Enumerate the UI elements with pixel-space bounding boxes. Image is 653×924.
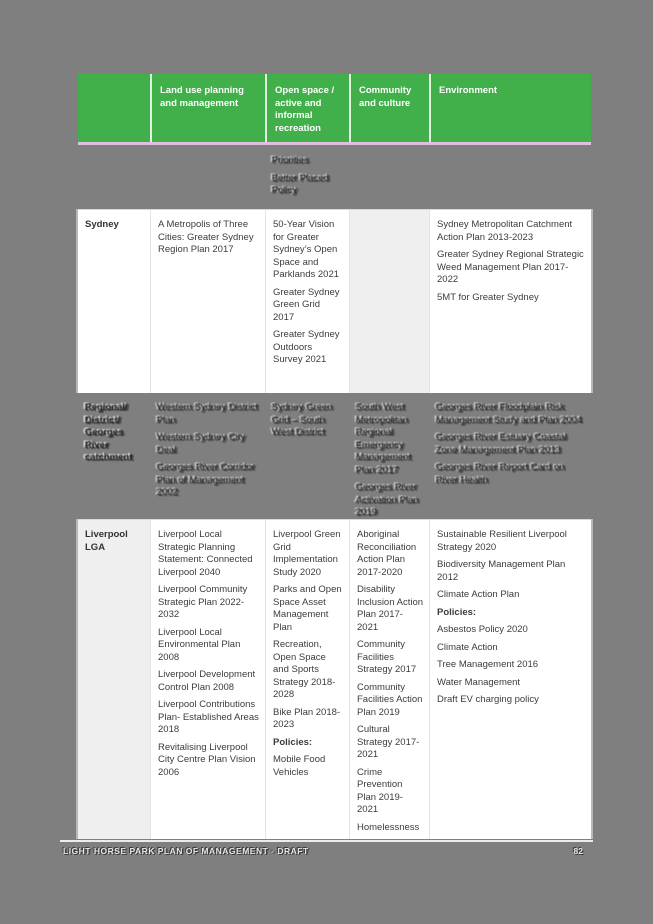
- plan-item: Parks and Open Space Asset Management Plan: [273, 584, 342, 633]
- plan-item: Greater Sydney Outdoors Survey 2021: [273, 329, 340, 365]
- table-row-regional-ghost: [78, 393, 591, 519]
- plan-item: Western Sydney District Plan: [157, 402, 259, 426]
- cell-row-label: Liverpool LGA: [78, 520, 150, 839]
- plan-item: Biodiversity Management Plan 2012: [437, 559, 566, 583]
- plan-item: Policies:: [273, 736, 313, 748]
- plan-item: Recreation, Open Space and Sports Strategy 2018-2028: [273, 639, 336, 700]
- plan-item: Community Facilities Strategy 2017: [357, 639, 417, 675]
- plan-item: 5MT for Greater Sydney: [437, 291, 539, 303]
- header-cell-community: Community and culture: [349, 74, 429, 142]
- plan-item: Georges River Activation Plan 2019: [356, 482, 419, 518]
- plan-item: Mobile Food Vehicles: [273, 754, 326, 778]
- plan-item: Liverpool Contributions Plan- Established Areas 2018: [158, 699, 259, 735]
- plan-item: Priorities: [272, 155, 309, 166]
- plan-item: Liverpool Development Control Plan 2008: [158, 669, 256, 693]
- footer-document-title: LIGHT HORSE PARK PLAN OF MANAGEMENT - DRAFT: [63, 846, 309, 856]
- plan-item: Policies:: [437, 606, 477, 618]
- plan-item: Georges River Estuary Coastal Zone Management Plan 2013: [436, 432, 567, 456]
- plan-item: Asbestos Policy 2020: [437, 624, 528, 635]
- plan-item: Draft EV charging policy: [437, 694, 539, 705]
- table-row-partial-ghost: [78, 146, 591, 208]
- header-cell-environment: Environment: [429, 74, 591, 142]
- plan-item: Georges River Report Card on River Health: [436, 462, 565, 486]
- cell-land-use: [150, 210, 265, 393]
- header-cell-land-use: Land use planning and management: [150, 74, 265, 142]
- plan-item: Georges River Corridor Plan of Management 2002: [157, 462, 256, 498]
- plan-item: Community Facilities Action Plan 2019: [357, 681, 423, 718]
- plan-item: Liverpool Green Grid Implementation Study 2020: [273, 529, 341, 578]
- plan-item: A Metropolis of Three Cities: Greater Sydney Region Plan 2017: [158, 219, 254, 255]
- cell-community: [349, 393, 429, 519]
- plan-item: Liverpool Local Strategic Planning Statement: Connected Liverpool 2040: [158, 529, 253, 578]
- header-cell-open-space: Open space / active and informal recreation: [265, 74, 349, 142]
- plan-item: Climate Action: [437, 641, 498, 653]
- cell-community: [349, 520, 429, 839]
- plan-item: Cultural Strategy 2017-2021: [357, 724, 420, 760]
- plan-item: Western Sydney City Deal: [157, 432, 246, 456]
- plan-item: Crime Prevention Plan 2019-2021: [357, 766, 403, 815]
- cell-land-use: [150, 520, 265, 839]
- cell-environment: [429, 146, 591, 208]
- cell-row-label: [78, 146, 150, 208]
- plan-item: Sydney Metropolitan Catchment Action Plan 2013-2023: [437, 219, 573, 243]
- cell-land-use: [150, 146, 265, 208]
- plan-item: 50-Year Vision for Greater Sydney’s Open Space and Parklands 2021: [273, 219, 340, 280]
- header-cell-blank: [78, 74, 150, 142]
- plan-item: Climate Action Plan: [437, 589, 520, 600]
- cell-open-space: [265, 520, 349, 839]
- plan-item: Aboriginal Reconciliation Action Plan 2017-2020: [357, 529, 417, 578]
- plan-item: Sydney Green Grid – South West District: [272, 402, 333, 438]
- plan-item: Homelessness: [357, 821, 420, 833]
- cell-row-label: Regional/ District/ Georges River catchment: [85, 402, 133, 463]
- footer-page-number: 82: [573, 846, 583, 856]
- plan-item: Georges River Floodplain Risk Management Study and Plan 2004: [436, 402, 583, 426]
- plan-item: Sustainable Resilient Liverpool Strategy 2020: [437, 529, 567, 553]
- plan-item: Bike Plan 2018-2023: [273, 706, 341, 730]
- cell-row-label: Sydney: [85, 219, 119, 230]
- plan-item: Greater Sydney Regional Strategic Weed Management Plan 2017-2022: [437, 249, 584, 285]
- cell-community: [349, 210, 429, 393]
- cell-open-space: [265, 393, 349, 519]
- plan-item: Water Management: [437, 676, 521, 688]
- plan-item: Revitalising Liverpool City Centre Plan Vision 2006: [158, 741, 256, 778]
- cell-land-use: [150, 393, 265, 519]
- plan-item: Liverpool Local Environmental Plan 2008: [158, 626, 241, 663]
- cell-environment: [429, 520, 591, 839]
- plan-item: Tree Management 2016: [437, 659, 539, 670]
- plan-item: South West Metropolitan Regional Emergency Management Plan 2017: [356, 402, 412, 476]
- cell-community: [349, 146, 429, 208]
- cell-open-space: [265, 210, 349, 393]
- table-header-row: [78, 74, 591, 145]
- cell-environment: [429, 393, 591, 519]
- plan-item: Better Placed Policy: [272, 172, 330, 196]
- table-row-liverpool: [78, 519, 591, 839]
- table-row-sydney: [78, 209, 591, 393]
- plan-item: Greater Sydney Green Grid 2017: [273, 286, 340, 323]
- plan-item: Liverpool Community Strategic Plan 2022-2032: [158, 584, 248, 620]
- plan-item: Disability Inclusion Action Plan 2017-2021: [357, 584, 424, 633]
- footer-divider: [60, 840, 593, 842]
- cell-environment: [429, 210, 591, 393]
- cell-open-space: [265, 146, 349, 208]
